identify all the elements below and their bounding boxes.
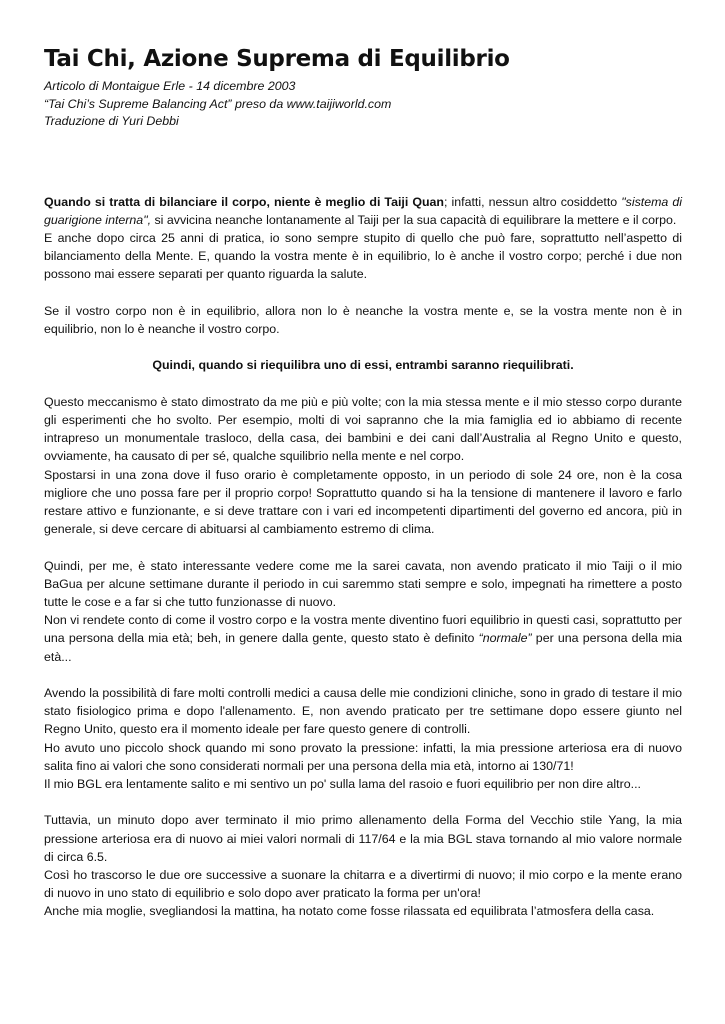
meta-source: “Tai Chi’s Supreme Balancing Act” preso da www.taijiworld.com: [44, 96, 392, 111]
paragraph-balance: Se il vostro corpo non è in equilibrio, allora non lo è neanche la vostra mente e, se la vostra mente non è in equilibrio, non lo è neanche il vostro corpo.: [44, 303, 682, 336]
paragraph-bgl: Il mio BGL era lentamente salito e mi sentivo un po' sulla lama del rasoio e fuori equilibrio per non dire altro...: [44, 776, 641, 791]
paragraph-after-training: Tuttavia, un minuto dopo aver terminato il mio primo allenamento della Forma del Vecchio stile Yang, la mia pressione arteriosa era di nuovo ai miei valori normali di 117/64 e la mia BGL stava tornando al mio valore normale di circa 6.5.: [44, 813, 682, 864]
paragraph-medical: Avendo la possibilità di fare molti controlli medici a causa delle mie condizioni cliniche, sono in grado di testare il mio stato fisiologico prima e dopo l'allenamento. E, non avendo praticato per tre settimane dopo essere giunto nel Regno Unito, questo era il momento ideale per fare questo genere di controlli.: [44, 685, 682, 737]
intro-text-a: ; infatti, nessun altro cosiddetto: [444, 194, 622, 209]
document-title: Tai Chi, Azione Suprema di Equilibrio: [44, 46, 510, 72]
paragraph-pressure: Ho avuto uno piccolo shock quando mi sono provato la pressione: infatti, la mia pressione arteriosa era di nuovo salita fino ai valori che sono considerati normali per una persona della mia età, intorno ai 130/71!: [44, 740, 682, 773]
intro-italic-text: "sistema di guarigione interna",: [44, 194, 682, 227]
paragraph-mechanism: Questo meccanismo è stato dimostrato da me più e più volte; con la mia stessa mente e il mio stesso corpo durante gli esperimenti che ho svolto. Per esempio, molti di voi sapranno che la mia famiglia ed io abbiamo di recente intrapreso un monumentale trasloco, della casa, dei bambini e dei cani dall’Australia al Regno Unito e questo, ovviamente, ha causato di per sé, qualche squilibrio nella mente e nel corpo.: [44, 394, 682, 464]
centered-statement: Quindi, quando si riequilibra uno di essi, entrambi saranno riequilibrati.: [152, 358, 574, 373]
paragraph-practice: E anche dopo circa 25 anni di pratica, io sono sempre stupito di quello che può fare, soprattutto nell’aspetto di bilanciamento della Mente. E, quando la vostra mente è in equilibrio, lo è anche il vostro corpo; perché i due non possono mai essere separati per quanto riguarda la salute.: [44, 230, 682, 282]
unaware-text-a: Non vi rendete conto di come il vostro corpo e la vostra mente diventino fuori equilibrio in questi casi, soprattutto per una persona della mia età; beh, in genere dalla gente, questo stato è definito: [44, 613, 682, 646]
meta-author-date: Articolo di Montaigue Erle - 14 dicembre 2003: [44, 79, 296, 93]
paragraph-interesting: Quindi, per me, è stato interessante vedere come me la sarei cavata, non avendo praticato il mio Taiji o il mio BaGua per alcune settimane durante il periodo in cui saremmo stati sempre e solo, impegnati ha rimettere a posto tutte le cose e a far si che tutto funzionasse di nuovo.: [44, 558, 682, 609]
meta-translator: Traduzione di Yuri Debbi: [44, 114, 179, 128]
paragraph-unaware: [44, 611, 682, 666]
article-meta: [44, 78, 682, 131]
intro-text-b: si avvicina neanche lontanamente al Taiji per la sua capacità di equilibrare la mettere e il corpo.: [151, 212, 677, 227]
paragraph-wife: Anche mia moglie, svegliandosi la mattina, ha notato come fosse rilassata ed equilibrata l’atmosfera della casa.: [44, 904, 655, 919]
article-body: [44, 193, 682, 921]
paragraph-guitar: Così ho trascorso le due ore successive a suonare la chitarra e a divertirmi di nuovo; il mio corpo e la mente erano di nuovo in uno stato di equilibrio e solo dopo aver praticato la forma per un'ora!: [44, 867, 682, 901]
unaware-text-b: per una persona della mia età...: [44, 631, 682, 664]
intro-bold-text: Quando si tratta di bilanciare il corpo, niente è meglio di Taiji Quan: [44, 194, 444, 209]
unaware-italic-text: “normale”: [478, 631, 532, 646]
paragraph-intro: [44, 193, 682, 229]
paragraph-timezone: Spostarsi in una zona dove il fuso orario è completamente opposto, in un periodo di sole 24 ore, non è la cosa migliore che uno possa fare per il proprio corpo! Soprattutto quando si ha la tensione di mantenere il lavoro e farlo restare attivo e funzionante, e si deve trattare con i vari ed incompetenti dipartimenti del governo ed ancora, più in generale, si deve cercare di abituarsi al cambiamento estremo di clima.: [44, 467, 682, 537]
